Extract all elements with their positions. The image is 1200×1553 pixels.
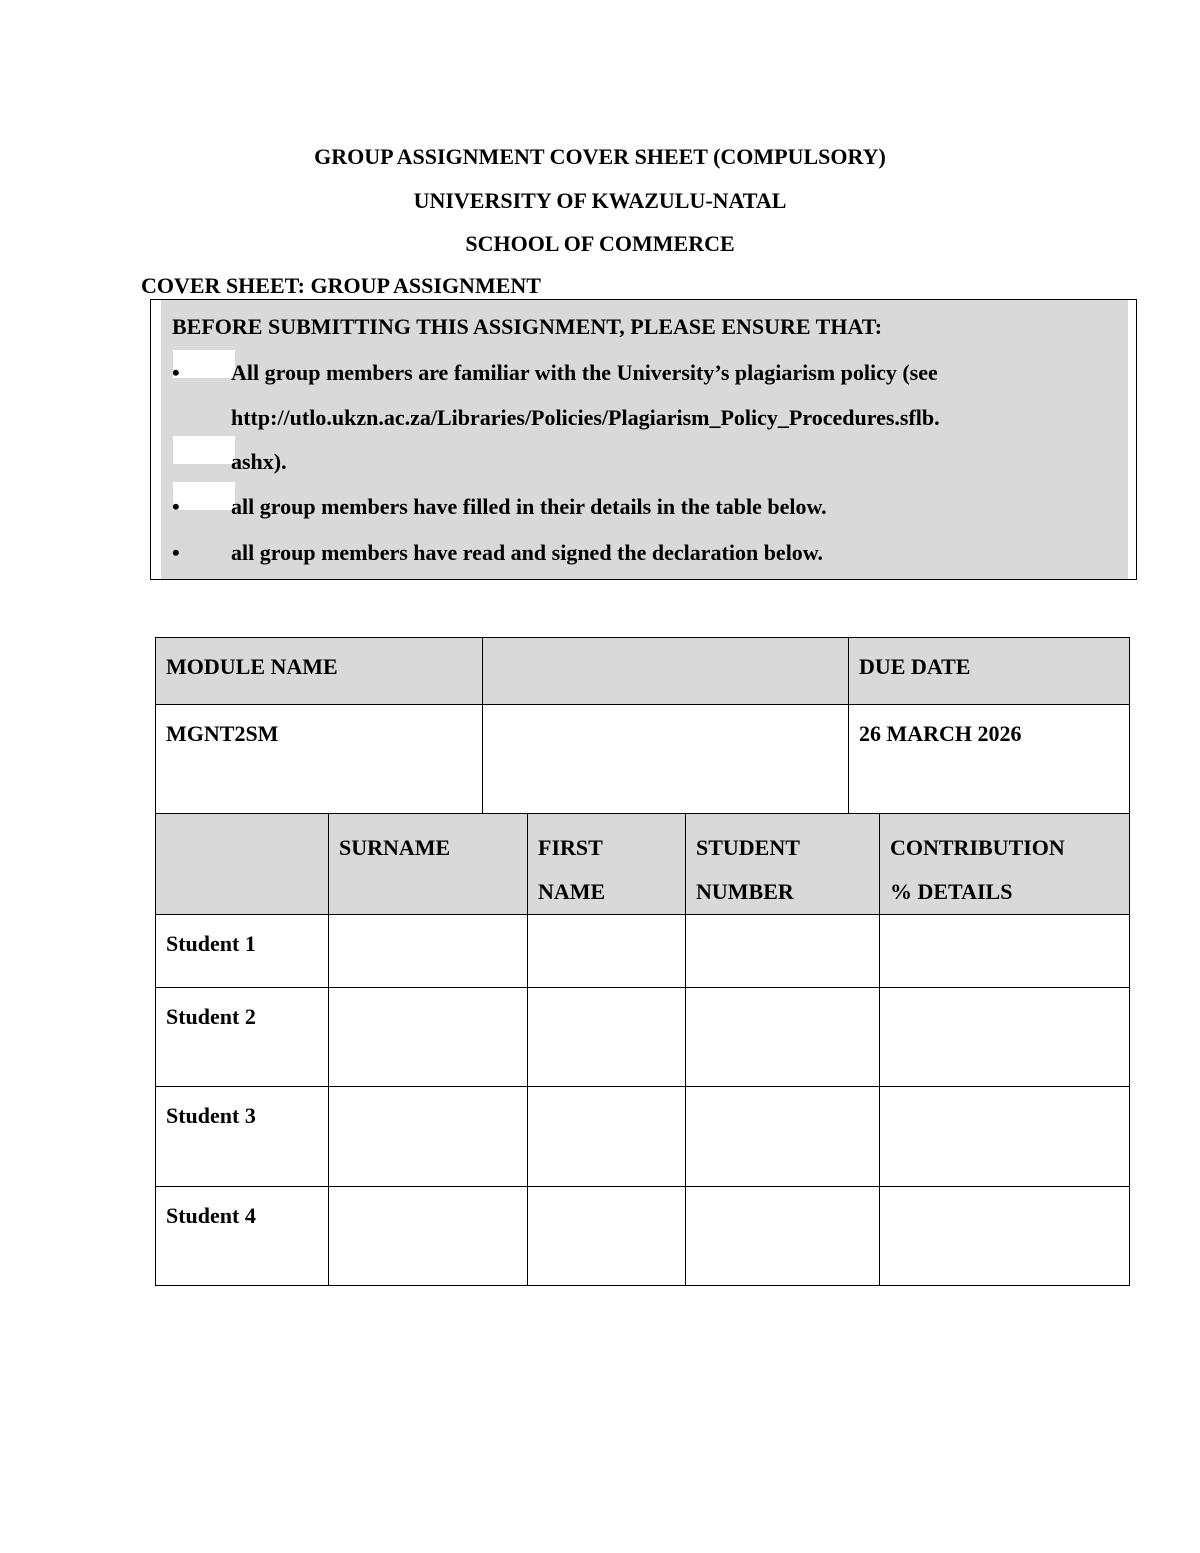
student-row-label: Student 3 [156, 1087, 329, 1187]
contribution-header [880, 814, 1130, 915]
bullet-1: • [172, 360, 180, 385]
contribution-cell[interactable] [880, 1087, 1130, 1187]
table-row [156, 1187, 1130, 1286]
instructions-box [150, 299, 1137, 580]
contribution-header-line-2: % DETAILS [890, 879, 1013, 904]
student-number-header-line-2: NUMBER [696, 879, 794, 904]
instructions-title: BEFORE SUBMITTING THIS ASSIGNMENT, PLEASE ENSURE THAT: [172, 314, 883, 339]
table-row [156, 988, 1130, 1087]
surname-cell[interactable] [329, 988, 528, 1087]
module-table [155, 637, 1130, 814]
student-number-cell[interactable] [686, 988, 880, 1087]
instruction-item-1-line-3: ashx). [231, 449, 287, 474]
module-blank-value-cell[interactable] [483, 705, 849, 814]
plagiarism-policy-link[interactable]: http://utlo.ukzn.ac.za/Libraries/Policies/Plagiarism_Policy_Procedures.sflb. [231, 405, 940, 430]
module-name-label: MODULE NAME [156, 638, 483, 705]
table-row [156, 915, 1130, 988]
instruction-item-3: all group members have read and signed the declaration below. [231, 540, 823, 565]
first-name-header-line-1: FIRST [538, 835, 603, 860]
students-table-header-row [156, 814, 1130, 915]
surname-cell[interactable] [329, 1087, 528, 1187]
module-name-value[interactable]: MGNT2SM [156, 705, 483, 814]
table-row [156, 1087, 1130, 1187]
student-row-label: Student 1 [156, 915, 329, 988]
surname-cell[interactable] [329, 1187, 528, 1286]
first-name-header-line-2: NAME [538, 879, 606, 904]
bullet-3: • [172, 540, 180, 565]
bullet-2: • [172, 494, 180, 519]
surname-header [329, 814, 528, 915]
student-number-header-line-1: STUDENT [696, 835, 800, 860]
cover-sheet-label: COVER SHEET: GROUP ASSIGNMENT [141, 273, 541, 298]
due-date-label: DUE DATE [849, 638, 1130, 705]
student-number-cell[interactable] [686, 1187, 880, 1286]
contribution-cell[interactable] [880, 915, 1130, 988]
first-name-cell[interactable] [528, 915, 686, 988]
contribution-cell[interactable] [880, 988, 1130, 1087]
white-patch [173, 436, 235, 464]
instruction-item-1-line-1: All group members are familiar with the University’s plagiarism policy (see [231, 360, 938, 385]
white-patch [173, 482, 235, 510]
title-university: UNIVERSITY OF KWAZULU-NATAL [413, 188, 787, 213]
first-name-cell[interactable] [528, 988, 686, 1087]
first-name-cell[interactable] [528, 1187, 686, 1286]
module-blank-header-cell [483, 638, 849, 705]
module-table-value-row [156, 705, 1130, 814]
student-number-cell[interactable] [686, 915, 880, 988]
first-name-cell[interactable] [528, 1087, 686, 1187]
module-table-header-row [156, 638, 1130, 705]
instruction-item-2: all group members have filled in their details in the table below. [231, 494, 827, 519]
surname-header-text: SURNAME [339, 835, 451, 860]
first-name-header [528, 814, 686, 915]
student-number-header [686, 814, 880, 915]
student-number-cell[interactable] [686, 1087, 880, 1187]
surname-cell[interactable] [329, 915, 528, 988]
students-table [155, 813, 1130, 1286]
title-school: SCHOOL OF COMMERCE [465, 231, 735, 256]
student-label-header-cell [156, 814, 329, 915]
student-row-label: Student 2 [156, 988, 329, 1087]
white-patch [173, 350, 235, 378]
title-cover-sheet: GROUP ASSIGNMENT COVER SHEET (COMPULSORY) [314, 144, 886, 169]
due-date-value[interactable]: 26 MARCH 2026 [849, 705, 1130, 814]
student-row-label: Student 4 [156, 1187, 329, 1286]
instructions-shaded-area [161, 300, 1128, 579]
contribution-cell[interactable] [880, 1187, 1130, 1286]
contribution-header-line-1: CONTRIBUTION [890, 835, 1065, 860]
